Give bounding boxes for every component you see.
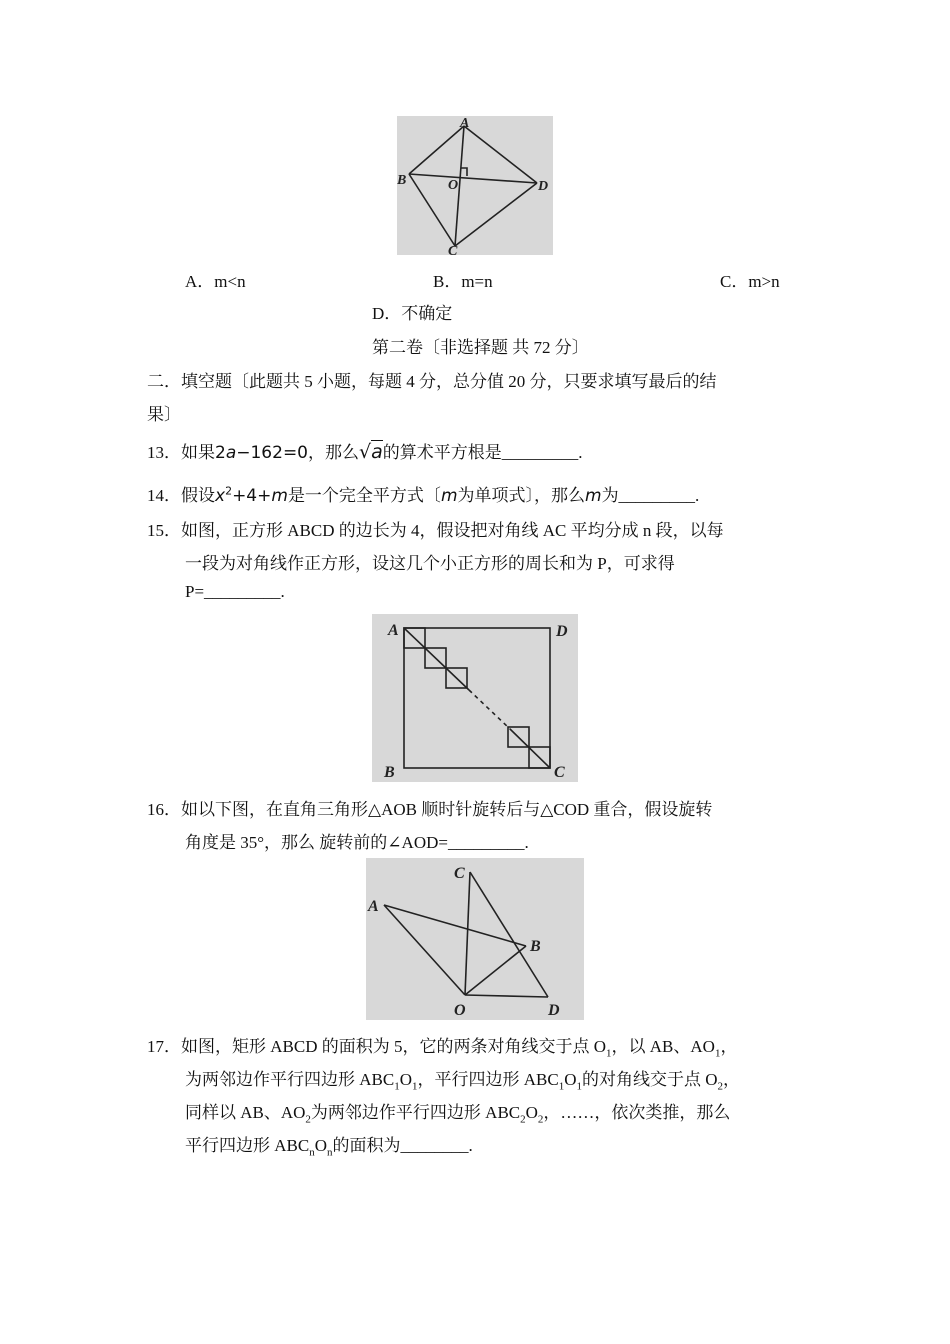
edge-od bbox=[465, 995, 548, 997]
q17-subscript: 2 bbox=[537, 1113, 544, 1126]
section2-title: 第二卷〔非选择题 共 72 分〕 bbox=[372, 338, 589, 357]
q17-subscript: 1 bbox=[606, 1047, 612, 1060]
diagonal-ac-part1 bbox=[404, 628, 469, 690]
label-a: A bbox=[388, 622, 399, 639]
option-b[interactable]: B．m=n bbox=[433, 272, 493, 291]
q17-text: O bbox=[525, 1103, 538, 1122]
edge-ob bbox=[465, 946, 526, 995]
q13-expr-var: a bbox=[225, 443, 237, 463]
question-15-line1 bbox=[147, 516, 724, 541]
q17-text: ， bbox=[720, 1037, 738, 1056]
question-17-line4 bbox=[185, 1131, 473, 1158]
q14-m2: m bbox=[440, 486, 458, 506]
question-14 bbox=[147, 481, 699, 506]
edge-ab bbox=[409, 126, 464, 174]
label-b: B bbox=[384, 764, 395, 781]
q14-x: x bbox=[215, 486, 226, 506]
option-d[interactable]: D．不确定 bbox=[372, 304, 453, 323]
label-o: O bbox=[454, 1002, 466, 1019]
question-16-line2: 角度是 35°，那么 旋转前的∠AOD=_________. bbox=[185, 833, 529, 852]
diagonal-ac-dashed bbox=[469, 690, 510, 729]
edge-cd bbox=[455, 183, 537, 246]
sqrt-sign-icon: √ bbox=[359, 441, 372, 463]
label-c: C bbox=[448, 244, 458, 255]
label-d: D bbox=[556, 623, 568, 640]
q14-text-2: 是一个完全平方式〔 bbox=[287, 486, 441, 505]
label-o: O bbox=[448, 178, 459, 193]
q17-subscript: n bbox=[309, 1146, 315, 1159]
q17-text: ， bbox=[723, 1070, 741, 1089]
q14-text-1: 假设 bbox=[181, 486, 215, 505]
q13-number: 13． bbox=[147, 443, 181, 462]
q14-m: m bbox=[271, 486, 288, 506]
q17-number: 17． bbox=[147, 1037, 181, 1056]
q17-text: ，以 AB、AO bbox=[611, 1037, 715, 1056]
diagonal-bd bbox=[409, 174, 537, 183]
q17-subscript: 2 bbox=[717, 1080, 724, 1093]
right-angle-mark bbox=[461, 168, 467, 176]
q17-subscript: 2 bbox=[305, 1113, 311, 1126]
q14-text-3: 为单项式〕，那么 bbox=[457, 486, 585, 505]
q17-text: 平行四边形 ABC bbox=[185, 1136, 310, 1155]
q14-plus: +4+ bbox=[232, 486, 272, 506]
option-a[interactable]: A．m<n bbox=[185, 272, 246, 291]
q17-text: 为两邻边作平行四边形 ABC bbox=[185, 1070, 395, 1089]
q17-subscript: n bbox=[327, 1146, 333, 1159]
q17-subscript: 1 bbox=[558, 1080, 565, 1093]
q14-text-4: 为_________. bbox=[601, 486, 700, 505]
question-17-line2 bbox=[185, 1065, 740, 1092]
question-17-line1 bbox=[147, 1032, 737, 1059]
q15-number: 15． bbox=[147, 521, 181, 540]
square-diagram bbox=[372, 614, 578, 782]
label-b: B bbox=[397, 173, 407, 188]
question-16-line1 bbox=[147, 795, 712, 820]
edge-ab bbox=[384, 905, 526, 946]
q15-text-1: 如图，正方形 ABCD 的边长为 4，假设把对角线 AC 平均分成 n 段，以每 bbox=[181, 521, 724, 540]
question-15-line3: P=_________. bbox=[185, 582, 285, 601]
q17-text: 如图，矩形 ABCD 的面积为 5，它的两条对角线交于点 O bbox=[181, 1037, 607, 1056]
q13-text-1: 如果 bbox=[181, 443, 215, 462]
q14-m3: m bbox=[585, 486, 602, 506]
rhombus-figure bbox=[397, 116, 553, 255]
q17-text: ，……，依次类推，那么 bbox=[543, 1103, 731, 1122]
part2-heading-line1: 二．填空题〔此题共 5 小题，每题 4 分，总分值 20 分，只要求填写最后的结 bbox=[147, 372, 717, 391]
label-d: D bbox=[538, 179, 549, 194]
q13-text-3: 的算术平方根是_________. bbox=[382, 443, 583, 462]
question-17-line3 bbox=[185, 1098, 730, 1125]
q17-text: O bbox=[399, 1070, 412, 1089]
q14-exponent: 2 bbox=[225, 484, 233, 498]
edge-cd bbox=[470, 872, 548, 997]
q17-text: O bbox=[564, 1070, 577, 1089]
q17-subscript: 1 bbox=[714, 1047, 721, 1060]
label-d: D bbox=[548, 1002, 560, 1019]
q17-subscript: 1 bbox=[576, 1080, 582, 1093]
diagonal-ac-part2 bbox=[510, 729, 550, 768]
edge-ad bbox=[464, 126, 537, 183]
label-c: C bbox=[554, 764, 565, 781]
q17-subscript: 1 bbox=[394, 1080, 400, 1093]
q17-text: 同样以 AB、AO bbox=[185, 1103, 306, 1122]
label-a: A bbox=[368, 898, 379, 915]
q17-text: 的对角线交于点 O bbox=[582, 1070, 718, 1089]
q17-text: 为两邻边作平行四边形 ABC bbox=[310, 1103, 521, 1122]
q13-sqrt-var: a bbox=[371, 441, 383, 463]
edge-oa bbox=[384, 905, 465, 995]
label-a: A bbox=[460, 116, 470, 131]
rotation-figure bbox=[366, 858, 584, 1020]
q13-expr-coef: 2 bbox=[215, 443, 226, 463]
q17-text: O bbox=[314, 1136, 327, 1155]
label-c: C bbox=[454, 865, 465, 882]
square-figure bbox=[372, 614, 578, 782]
q17-subscript: 1 bbox=[412, 1080, 418, 1093]
question-15-line2: 一段为对角线作正方形，设这几个小正方形的周长和为 P，可求得 bbox=[185, 554, 675, 573]
edge-oc bbox=[465, 872, 470, 995]
q16-number: 16． bbox=[147, 800, 181, 819]
q14-number: 14． bbox=[147, 486, 181, 505]
rhombus-diagram bbox=[397, 116, 553, 255]
question-13 bbox=[147, 438, 583, 463]
q13-expr-rest: −162=0 bbox=[236, 443, 309, 463]
option-c[interactable]: C．m>n bbox=[720, 272, 780, 291]
q17-subscript: 2 bbox=[520, 1113, 526, 1126]
rotation-diagram bbox=[366, 858, 584, 1020]
label-b: B bbox=[530, 938, 541, 955]
part2-heading-line2: 果〕 bbox=[147, 405, 181, 424]
q16-text-1: 如以下图，在直角三角形△AOB 顺时针旋转后与△COD 重合，假设旋转 bbox=[181, 800, 713, 819]
q13-text-2: ，那么 bbox=[308, 443, 360, 462]
q17-text: 的面积为________. bbox=[332, 1136, 473, 1155]
q17-text: ，平行四边形 ABC bbox=[417, 1070, 559, 1089]
